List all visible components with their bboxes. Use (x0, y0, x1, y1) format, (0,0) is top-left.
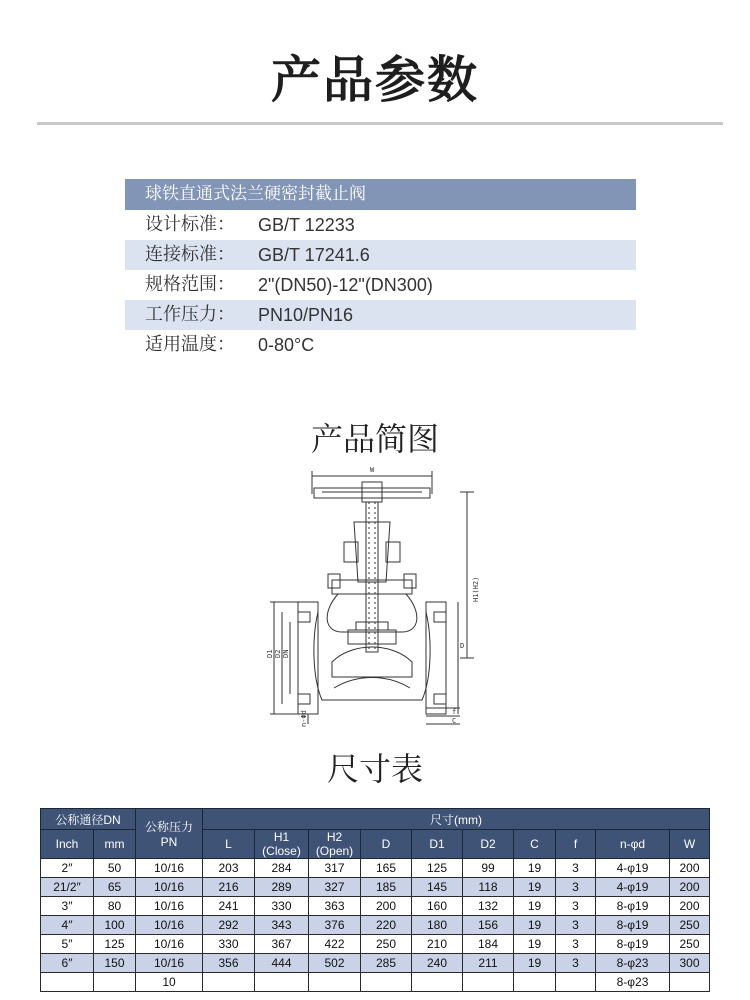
table-cell: 3 (556, 935, 596, 954)
table-cell: 343 (255, 916, 309, 935)
table-cell: 118 (463, 878, 514, 897)
table-cell: 285 (361, 954, 412, 973)
spec-value: GB/T 17241.6 (258, 245, 370, 265)
table-cell: 100 (94, 916, 136, 935)
table-row (41, 916, 710, 935)
table-cell (309, 973, 361, 992)
label-nd: n-Φd (300, 710, 308, 727)
table-cell: 327 (309, 878, 361, 897)
label-d: D (460, 642, 465, 650)
flange-left (298, 602, 318, 714)
spec-table (125, 179, 636, 360)
header-d1: D1 (412, 830, 463, 859)
table-cell: 19 (514, 897, 556, 916)
header-size: 尺寸(mm) (203, 809, 710, 830)
spec-product-name: 球铁直通式法兰硬密封截止阀 (125, 179, 636, 210)
header-d: D (361, 830, 412, 859)
table-cell: 444 (255, 954, 309, 973)
header-nd: n-φd (596, 830, 670, 859)
table-cell: 216 (203, 878, 255, 897)
dimensions-table (40, 808, 710, 992)
table-cell: 3 (556, 916, 596, 935)
table-cell: 8-φ23 (596, 973, 670, 992)
table-cell: 3 (556, 954, 596, 973)
label-c: C (452, 717, 457, 725)
table-cell (94, 973, 136, 992)
header-h2-sub: (Open) (315, 844, 354, 858)
table-title: 尺寸表 (326, 750, 423, 788)
handwheel (314, 488, 430, 498)
table-cell: 132 (463, 897, 514, 916)
table-cell: 300 (670, 954, 710, 973)
spec-label: 规格范围： (145, 274, 235, 295)
spec-label: 连接标准： (145, 244, 235, 265)
table-cell: 19 (514, 954, 556, 973)
header-nominal: 公称通径DN (41, 809, 136, 830)
table-cell: 10 (136, 973, 203, 992)
table-cell: 19 (514, 916, 556, 935)
table-cell: 8-φ23 (596, 954, 670, 973)
title-divider (37, 122, 723, 125)
table-row (41, 878, 710, 897)
header-w: W (670, 830, 710, 859)
valve-diagram (262, 462, 482, 727)
table-cell: 50 (94, 859, 136, 878)
header-d2: D2 (463, 830, 514, 859)
table-cell: 240 (412, 954, 463, 973)
table-cell: 367 (255, 935, 309, 954)
table-cell: 125 (412, 859, 463, 878)
spec-row-connection-standard (125, 240, 636, 270)
table-cell: 203 (203, 859, 255, 878)
table-cell: 3 (556, 897, 596, 916)
table-cell (41, 973, 94, 992)
yoke (354, 522, 390, 582)
table-cell (203, 973, 255, 992)
header-pressure-pn: PN (160, 835, 178, 849)
spec-label: 工作压力： (145, 304, 235, 325)
table-cell: 422 (309, 935, 361, 954)
table-cell: 19 (514, 935, 556, 954)
table-cell: 10/16 (136, 897, 203, 916)
table-cell: 220 (361, 916, 412, 935)
table-cell: 3 (556, 859, 596, 878)
table-cell: 363 (309, 897, 361, 916)
table-cell: 10/16 (136, 916, 203, 935)
table-row (41, 954, 710, 973)
table-cell: 284 (255, 859, 309, 878)
table-cell: 200 (670, 897, 710, 916)
table-cell: 10/16 (136, 954, 203, 973)
spec-label: 适用温度： (145, 334, 235, 355)
table-cell: 330 (255, 897, 309, 916)
table-cell (514, 973, 556, 992)
header-h2-label: H2 (326, 830, 343, 844)
table-cell: 150 (94, 954, 136, 973)
table-cell: 8-φ19 (596, 916, 670, 935)
label-w: W (370, 466, 375, 474)
header-c: C (514, 830, 556, 859)
valve-body (314, 612, 430, 700)
table-cell: 10/16 (136, 935, 203, 954)
table-cell: 21/2″ (41, 878, 94, 897)
table-cell: 200 (670, 859, 710, 878)
header-h1-label: H1 (273, 830, 290, 844)
table-cell: 356 (203, 954, 255, 973)
table-cell (361, 973, 412, 992)
table-cell (412, 973, 463, 992)
table-cell: 200 (361, 897, 412, 916)
table-cell: 99 (463, 859, 514, 878)
table-cell: 250 (361, 935, 412, 954)
table-cell: 8-φ19 (596, 897, 670, 916)
table-cell: 4-φ19 (596, 859, 670, 878)
table-cell: 211 (463, 954, 514, 973)
table-cell: 180 (412, 916, 463, 935)
page-title: 产品参数 (271, 51, 479, 109)
table-cell: 8-φ19 (596, 935, 670, 954)
dimensions-table-body (41, 859, 710, 992)
header-l: L (203, 830, 255, 859)
table-cell: 317 (309, 859, 361, 878)
header-f: f (556, 830, 596, 859)
table-cell: 250 (670, 916, 710, 935)
table-row (41, 897, 710, 916)
flange-right (426, 602, 446, 714)
table-cell: 125 (94, 935, 136, 954)
label-d2: D2 (274, 649, 282, 658)
table-cell: 250 (670, 935, 710, 954)
spec-row-design-standard (125, 210, 636, 240)
table-cell: 3″ (41, 897, 94, 916)
table-cell: 19 (514, 878, 556, 897)
spec-row-temperature (125, 330, 636, 360)
table-cell: 145 (412, 878, 463, 897)
table-cell: 185 (361, 878, 412, 897)
table-cell: 502 (309, 954, 361, 973)
table-cell: 241 (203, 897, 255, 916)
label-d1: D1 (266, 649, 274, 658)
table-cell (670, 973, 710, 992)
table-row (41, 935, 710, 954)
header-pressure (136, 809, 203, 859)
label-dn: DN (282, 649, 290, 658)
spec-row-working-pressure (125, 300, 636, 330)
table-cell: 156 (463, 916, 514, 935)
spec-value: GB/T 12233 (258, 215, 355, 235)
table-cell: 4-φ19 (596, 878, 670, 897)
spec-value: 0-80°C (258, 335, 315, 355)
diagram-title: 产品简图 (310, 420, 439, 458)
table-cell: 200 (670, 878, 710, 897)
header-mm: mm (94, 830, 136, 859)
table-cell: 330 (203, 935, 255, 954)
table-cell: 5″ (41, 935, 94, 954)
spec-row-size-range (125, 270, 636, 300)
table-cell (255, 973, 309, 992)
table-cell: 160 (412, 897, 463, 916)
label-f: f (452, 708, 457, 716)
table-cell: 292 (203, 916, 255, 935)
table-cell: 184 (463, 935, 514, 954)
table-cell (556, 973, 596, 992)
header-h1 (255, 830, 309, 859)
table-row (41, 859, 710, 878)
bonnet (327, 594, 417, 632)
table-cell: 376 (309, 916, 361, 935)
header-h2 (309, 830, 361, 859)
table-cell: 165 (361, 859, 412, 878)
table-cell: 2″ (41, 859, 94, 878)
table-cell: 10/16 (136, 859, 203, 878)
table-cell: 65 (94, 878, 136, 897)
label-h: H1(H2) (472, 576, 480, 602)
table-cell: 210 (412, 935, 463, 954)
table-cell: 4″ (41, 916, 94, 935)
table-cell (463, 973, 514, 992)
header-h1-sub: (Close) (262, 844, 301, 858)
header-pressure-label: 公称压力 (144, 820, 193, 834)
spec-label: 设计标准： (145, 214, 235, 235)
table-cell: 3 (556, 878, 596, 897)
table-row (41, 973, 710, 992)
spec-value: 2"(DN50)-12"(DN300) (258, 275, 433, 295)
table-cell: 80 (94, 897, 136, 916)
header-inch: Inch (41, 830, 94, 859)
spec-value: PN10/PN16 (258, 305, 354, 325)
table-cell: 19 (514, 859, 556, 878)
table-cell: 289 (255, 878, 309, 897)
table-cell: 10/16 (136, 878, 203, 897)
table-cell: 6″ (41, 954, 94, 973)
